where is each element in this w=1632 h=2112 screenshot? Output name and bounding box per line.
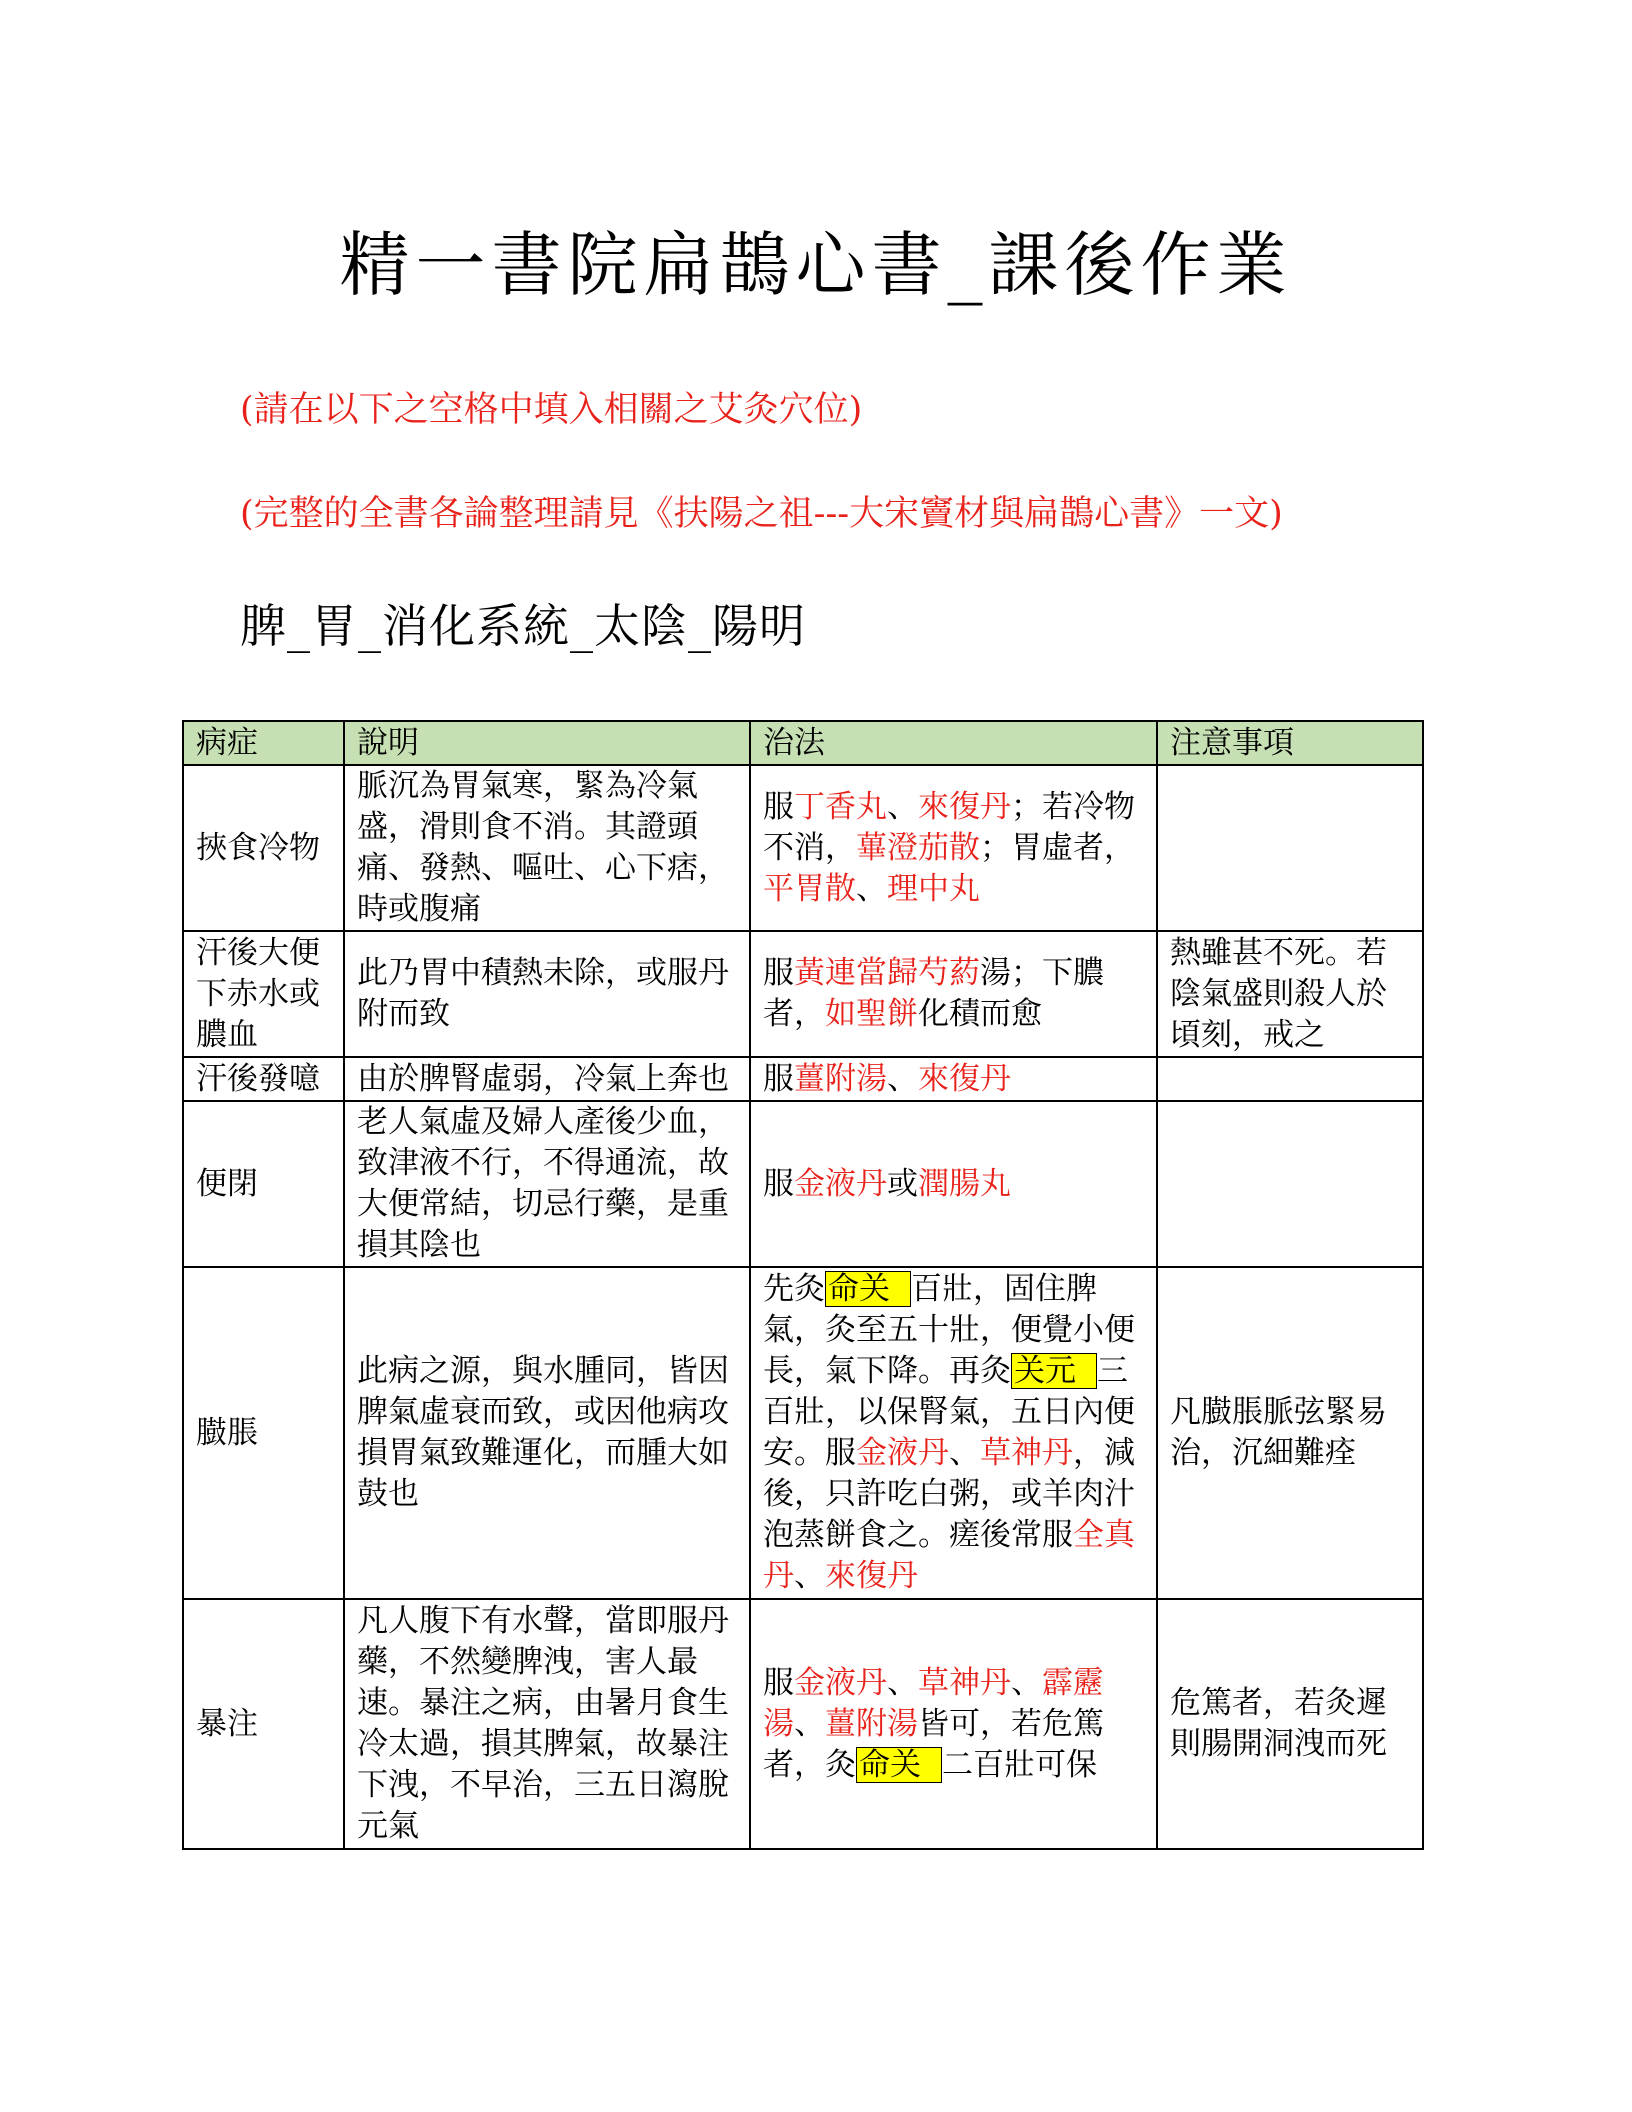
table-row: [183, 1101, 1423, 1267]
treatment-cell: [750, 931, 1157, 1057]
treatment-text: 服: [763, 1060, 794, 1097]
remedy-name: 來復丹: [918, 788, 1011, 825]
description-cell: 此病之源，與水腫同，皆因脾氣虛衰而致，或因他病攻損胃氣致難運化，而腫大如鼓也: [344, 1267, 750, 1599]
reference-note: (完整的全書各論整理請見《扶陽之祖---大宋竇材與扁鵲心書》一文): [240, 494, 1283, 534]
treatment-text: 、: [949, 1435, 980, 1471]
treatment-text: 化積而愈: [918, 996, 1042, 1032]
treatment-cell: [750, 1057, 1157, 1101]
disease-cell: 挾食冷物: [183, 765, 344, 931]
remedy-name: 金液丹: [794, 1165, 887, 1202]
treatment-text: 、: [794, 1558, 825, 1594]
remedy-name: 草神丹: [980, 1435, 1073, 1471]
remedy-name: 蓽澄茄散: [856, 829, 980, 866]
remedy-name: 如聖餅: [825, 996, 918, 1032]
notes-cell: [1157, 765, 1423, 931]
remedy-name: 黃連當歸芍葯: [794, 955, 980, 991]
remedy-name: 潤腸丸: [918, 1165, 1011, 1202]
notes-cell: 熱雖甚不死。若陰氣盛則殺人於頃刻，戒之: [1157, 931, 1423, 1057]
description-cell: 此乃胃中積熱未除，或服丹附而致: [344, 931, 750, 1057]
treatment-cell: [750, 1101, 1157, 1267]
treatment-text: ，減後，只許吃白粥，或羊肉汁泡蒸餅食之。瘥後常服: [763, 1435, 1135, 1553]
treatment-cell: [750, 1599, 1157, 1849]
treatment-text: 皆可，若危篤者，灸: [763, 1705, 1104, 1783]
treatment-text: 百壯，固住脾氣，灸至五十壯，便覺小便長，氣下降。再灸: [763, 1271, 1135, 1389]
acupoint-answer-field[interactable]: 命关: [856, 1747, 942, 1783]
table-row: [183, 1267, 1423, 1599]
remedy-name: 金液丹: [794, 1664, 887, 1701]
description-cell: 由於脾腎虛弱，冷氣上奔也: [344, 1057, 750, 1101]
table-row: [183, 931, 1423, 1057]
treatment-text: 服: [763, 1664, 794, 1701]
treatment-text: 、: [887, 1060, 918, 1097]
section-heading: 脾_胃_消化系統_太陰_陽明: [240, 599, 806, 653]
treatment-text: 服: [763, 955, 794, 991]
acupoint-answer-field[interactable]: 关元: [1011, 1353, 1097, 1389]
treatment-text: 或: [887, 1165, 918, 1202]
remedy-name: 金液丹: [856, 1435, 949, 1471]
treatment-text: 、: [794, 1705, 825, 1742]
treatment-text: 服: [763, 1165, 794, 1202]
treatment-text: ；胃虛者，: [980, 829, 1135, 866]
treatment-text: 服: [763, 788, 794, 825]
acupoint-answer-field[interactable]: 命关: [825, 1271, 911, 1307]
treatment-text: 、: [1011, 1664, 1042, 1701]
treatment-text: 、: [856, 870, 887, 907]
remedy-name: 薑附湯: [794, 1060, 887, 1097]
remedy-name: 霹靂湯: [763, 1664, 1104, 1742]
notes-cell: [1157, 1057, 1423, 1101]
disease-cell: 臌脹: [183, 1267, 344, 1599]
treatment-cell: [750, 1267, 1157, 1599]
remedy-name: 平胃散: [763, 870, 856, 907]
table-header-row: [183, 721, 1423, 765]
treatment-text: ；若冷物不消，: [763, 788, 1135, 866]
description-cell: 老人氣虛及婦人產後少血，致津液不行，不得通流，故大便常結，切忌行藥，是重損其陰也: [344, 1101, 750, 1267]
header-disease: 病症: [183, 721, 344, 765]
disease-cell: 汗後發噫: [183, 1057, 344, 1101]
disease-cell: 暴注: [183, 1599, 344, 1849]
table-row: [183, 765, 1423, 931]
disease-cell: 汗後大便下赤水或膿血: [183, 931, 344, 1057]
treatment-table: [182, 720, 1424, 1850]
header-description: 說明: [344, 721, 750, 765]
notes-cell: 危篤者，若灸遲則腸開洞洩而死: [1157, 1599, 1423, 1849]
page-title: 精一書院扁鵲心書_課後作業: [339, 224, 1293, 306]
remedy-name: 薑附湯: [825, 1705, 918, 1742]
description-cell: 脈沉為胃氣寒，緊為冷氣盛，滑則食不消。其證頭痛、發熱、嘔吐、心下痞，時或腹痛: [344, 765, 750, 931]
treatment-text: 三百壯，以保腎氣，五日內便安。服: [763, 1353, 1135, 1471]
description-cell: 凡人腹下有水聲，當即服丹藥，不然變脾洩，害人最速。暴注之病，由暑月食生冷太過，損其脾氣，故暴注下洩，不早治，三五日瀉脫元氣: [344, 1599, 750, 1849]
remedy-name: 草神丹: [918, 1664, 1011, 1701]
treatment-text: 湯；下膿者，: [763, 955, 1104, 1032]
remedy-name: 來復丹: [825, 1558, 918, 1594]
header-notes: 注意事項: [1157, 721, 1423, 765]
disease-cell: 便閉: [183, 1101, 344, 1267]
remedy-name: 丁香丸: [794, 788, 887, 825]
remedy-name: 理中丸: [887, 870, 980, 907]
treatment-text: 、: [887, 788, 918, 825]
treatment-text: 、: [887, 1664, 918, 1701]
table-row: [183, 1599, 1423, 1849]
treatment-cell: [750, 765, 1157, 931]
header-treatment: 治法: [750, 721, 1157, 765]
notes-cell: 凡臌脹脈弦緊易治，沉細難痊: [1157, 1267, 1423, 1599]
table-row: [183, 1057, 1423, 1101]
notes-cell: [1157, 1101, 1423, 1267]
remedy-name: 全真丹: [763, 1517, 1135, 1594]
treatment-text: 二百壯可保: [942, 1746, 1097, 1783]
instruction-note: (請在以下之空格中填入相關之艾灸穴位): [240, 390, 863, 430]
treatment-text: 先灸: [763, 1271, 825, 1307]
remedy-name: 來復丹: [918, 1060, 1011, 1097]
